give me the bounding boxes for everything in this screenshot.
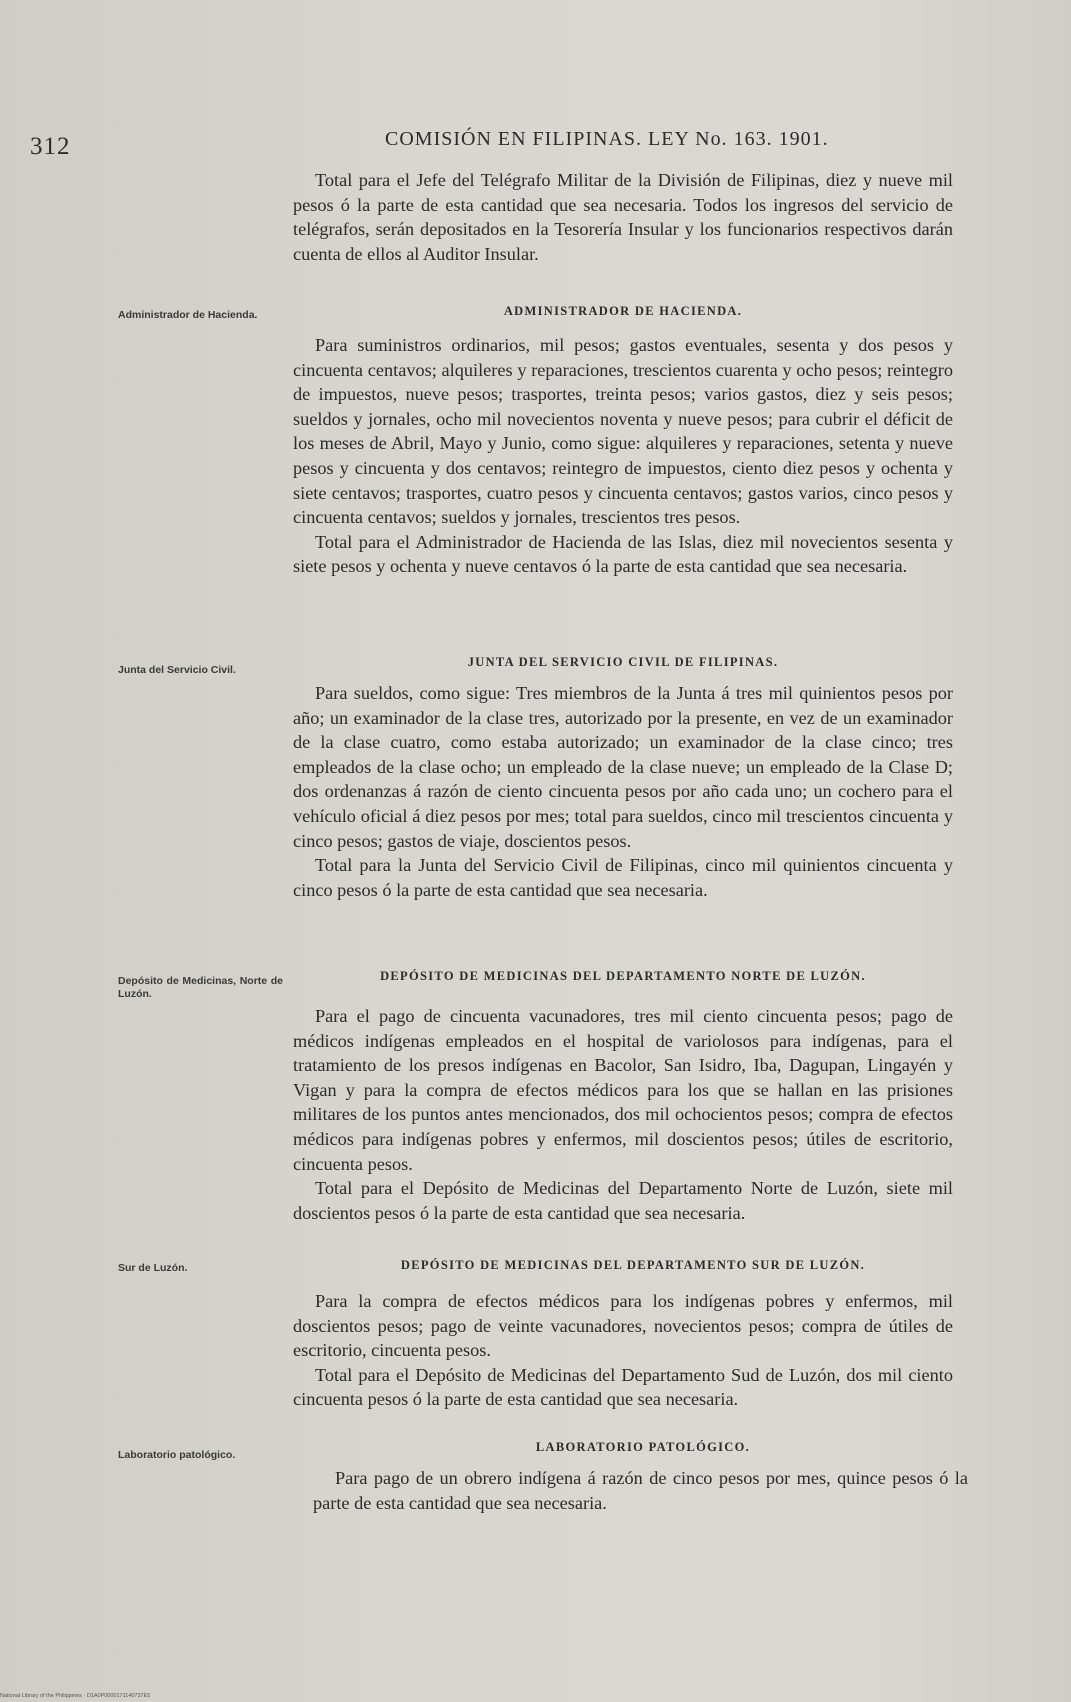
- section-paragraph: Para la compra de efectos médicos para los indígenas pobres y enfermos, mil doscientos pesos; pago de veinte vacunadores, novecientos pesos; compra de útiles de escritorio, cincuenta pesos.: [293, 1291, 953, 1361]
- intro-paragraph: Total para el Jefe del Telégrafo Militar de la División de Filipinas, diez y nueve mil pesos ó la parte de esta cantidad que sea necesaria. Todos los ingresos del servicio de telégrafos, serán depositados en la Tesorería Insular y los funcionarios respectivos darán cuenta de ellos al Auditor Insular.: [293, 170, 953, 264]
- section-heading-medicinas-sur: DEPÓSITO DE MEDICINAS DEL DEPARTAMENTO SUR DE LUZÓN.: [400, 1258, 866, 1272]
- section-paragraph: Para suministros ordinarios, mil pesos; gastos eventuales, sesenta y dos pesos y cincuenta centavos; alquileres y reparaciones, trescientos cuarenta y ocho pesos; reintegro de impuestos, nueve pesos; trasportes, treinta pesos; varios gastos, diez y seis pesos; sueldos y jornales, ocho mil novecientos noventa y nueve pesos; para cubrir el déficit de los meses de Abril, Mayo y Junio, como sigue: alquileres y reparaciones, setenta y nueve pesos y cincuenta y dos centavos; reintegro de impuestos, ciento diez pesos y ochenta y siete centavos; trasportes, cuatro pesos y cincuenta centavos; gastos varios, cinco pesos y cincuenta centavos; sueldos y jornales, trescientos tres pesos.: [293, 335, 953, 528]
- section-total: Total para el Depósito de Medicinas del Departamento Norte de Luzón, siete mil doscientos pesos ó la parte de esta cantidad que sea necesaria.: [293, 1178, 953, 1223]
- margin-note-medicinas-norte: Depósito de Medicinas, Norte de Luzón.: [118, 975, 283, 1000]
- section-body-medicinas-norte: [293, 1004, 953, 1225]
- intro-block: [293, 168, 953, 266]
- margin-note-medicinas-sur: Sur de Luzón.: [118, 1262, 188, 1274]
- section-total: Total para el Administrador de Hacienda de las Islas, diez mil novecientos sesenta y siete pesos y ochenta y nueve centavos ó la parte de esta cantidad que sea necesaria.: [293, 531, 953, 577]
- page-number: 312: [30, 133, 71, 160]
- section-heading-hacienda: ADMINISTRADOR DE HACIENDA.: [503, 304, 743, 318]
- running-head: COMISIÓN EN FILIPINAS. LEY No. 163. 1901.: [385, 128, 829, 150]
- section-heading-medicinas-norte: DEPÓSITO DE MEDICINAS DEL DEPARTAMENTO NORTE DE LUZÓN.: [380, 969, 866, 983]
- margin-note-hacienda: Administrador de Hacienda.: [118, 309, 258, 321]
- section-body-hacienda: [293, 333, 953, 579]
- section-body-laboratorio: [313, 1466, 968, 1515]
- section-paragraph: Para el pago de cincuenta vacunadores, tres mil ciento cincuenta pesos; pago de médicos indígenas empleados en el hospital de variolosos para indígenas, para el tratamiento de los presos indígenas en Bacolor, San Isidro, Iba, Dagupan, Lingayén y Vigan y para la compra de efectos médicos para los que se hallan en las prisiones militares de los puntos antes mencionados, dos mil ochocientos pesos; compra de efectos médicos para indígenas pobres y enfermos, mil doscientos pesos; útiles de escritorio, cincuenta pesos.: [293, 1006, 953, 1174]
- scan-footer: National Library of the Philippines · D1A0P0000171140737E5: [0, 1693, 151, 1699]
- margin-note-servicio-civil: Junta del Servicio Civil.: [118, 664, 236, 676]
- section-paragraph: Para sueldos, como sigue: Tres miembros de la Junta á tres mil quinientos pesos por año; un examinador de la clase tres, autorizado por la presente, en vez de un examinador de la clase cuatro, como estaba autorizado; un examinador de la clase cinco; tres empleados de la clase ocho; un empleado de la clase nueve; un empleado de la Clase D; dos ordenanzas á razón de ciento cincuenta pesos por año cada uno; un cochero para el vehículo oficial á diez pesos por mes; total para sueldos, cinco mil trescientos cincuenta y cinco pesos; gastos de viaje, doscientos pesos.: [293, 683, 953, 851]
- section-body-servicio-civil: [293, 681, 953, 902]
- section-heading-servicio-civil: JUNTA DEL SERVICIO CIVIL DE FILIPINAS.: [467, 655, 779, 669]
- section-total: Total para el Depósito de Medicinas del Departamento Sud de Luzón, dos mil ciento cincuenta pesos ó la parte de esta cantidad que sea necesaria.: [293, 1364, 953, 1410]
- section-paragraph: Para pago de un obrero indígena á razón de cinco pesos por mes, quince pesos ó la parte de esta cantidad que sea necesaria.: [313, 1468, 968, 1513]
- section-total: Total para la Junta del Servicio Civil de Filipinas, cinco mil quinientos cincuenta y cinco pesos ó la parte de esta cantidad que sea necesaria.: [293, 855, 953, 900]
- section-body-medicinas-sur: [293, 1289, 953, 1412]
- section-heading-laboratorio: LABORATORIO PATOLÓGICO.: [535, 1440, 751, 1454]
- margin-note-laboratorio: Laboratorio patológico.: [118, 1449, 236, 1461]
